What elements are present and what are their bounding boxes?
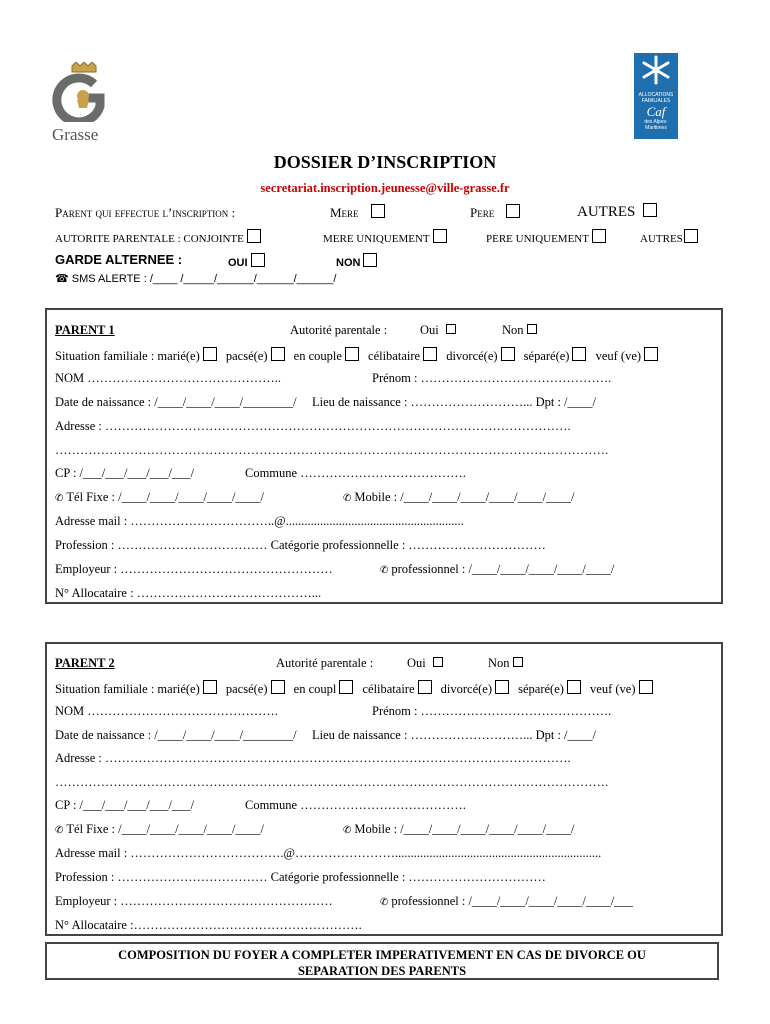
contact-email[interactable]: secretariat.inscription.jeunesse@ville-grasse.fr (260, 181, 510, 195)
parent1-non-option[interactable] (502, 323, 537, 338)
parent1-veuf-checkbox[interactable] (644, 347, 658, 361)
composition-line-2: SEPARATION DES PARENTS (297, 964, 467, 978)
parent1-separe-checkbox[interactable] (572, 347, 586, 361)
parent2-autorite (276, 656, 373, 671)
parent1-mobile-field[interactable] (343, 490, 575, 505)
parent2-separe-checkbox[interactable] (567, 680, 581, 694)
parent1-situation-veuf: veuf (ve) (595, 349, 642, 363)
phone-icon: ✆ (380, 565, 389, 576)
phone-icon: ✆ (55, 493, 64, 504)
parent2-situation-label: Situation familiale : (55, 682, 155, 696)
garde-row (55, 252, 182, 267)
parent2-situation-divorce: divorcé(e) (440, 682, 492, 696)
parent2-adresse2-field[interactable]: ……………………………………………………………………………………………………………………. (55, 775, 609, 789)
pere-option[interactable] (470, 204, 520, 221)
parent1-naissance-field[interactable]: Date de naissance : /____/____/____/________/ (55, 395, 297, 409)
parent2-situation-separe: séparé(e) (518, 682, 564, 696)
phone-icon: ☎ (55, 273, 69, 285)
parent2-employeur-field[interactable]: Employeur : …………………………………………… (55, 894, 333, 908)
garde-oui-option[interactable] (228, 253, 265, 269)
parent2-situation-pacse: pacsé(e) (225, 682, 268, 696)
parent1-allocataire-field[interactable]: N° Allocataire : ……………………………………... (55, 586, 322, 600)
mobile-icon: ✆ (343, 493, 352, 504)
phone-icon: ✆ (380, 897, 389, 908)
parent1-tel-fixe-field[interactable] (55, 490, 264, 505)
mobile-icon: ✆ (343, 825, 352, 836)
parent1-situation-separe: séparé(e) (523, 349, 570, 363)
garde-non-label: NON (336, 257, 361, 269)
parent1-tel-fixe-label: Tél Fixe : /____/____/____/____/____/ (66, 490, 264, 504)
grasse-crest-icon (50, 62, 122, 122)
parent2-allocataire-field[interactable]: N° Allocataire :………………………………………………. (55, 918, 362, 932)
parent2-pro-tel-field[interactable] (380, 894, 633, 909)
parent2-profession-field[interactable]: Profession : ……………………………… Catégorie professionnelle : …………………………… (55, 870, 546, 884)
mere-checkbox[interactable] (371, 204, 385, 218)
garde-non-checkbox[interactable] (363, 253, 377, 267)
caf-sub-1: des Alpes- (644, 119, 668, 125)
pere-uniquement-checkbox[interactable] (592, 229, 606, 243)
sms-row[interactable] (55, 272, 336, 285)
autres-checkbox[interactable] (643, 203, 657, 217)
parent1-adresse2-field[interactable]: ……………………………………………………………………………………………………………………. (55, 443, 609, 457)
parent2-pacse-checkbox[interactable] (271, 680, 285, 694)
composition-banner (45, 942, 719, 980)
intro-parent-row (55, 205, 235, 221)
garde-label: GARDE ALTERNEE : (55, 252, 183, 267)
caf-brand: Caf (646, 104, 666, 119)
garde-oui-label: OUI (228, 257, 248, 269)
parent1-situation-pacse: pacsé(e) (225, 349, 268, 363)
caf-line-1: ALLOCATIONS (638, 92, 674, 98)
parent1-situation-label: Situation familiale : (55, 349, 155, 363)
parent1-profession-field[interactable]: Profession : ……………………………… Catégorie professionnelle : …………………………… (55, 538, 546, 552)
parent2-couple-checkbox[interactable] (339, 680, 353, 694)
parent2-adresse-field[interactable]: Adresse : …………………………………………………………………………………………………. (55, 751, 571, 765)
page-title: DOSSIER D’INSCRIPTION (273, 152, 497, 172)
parent1-pro-tel-label: professionnel : /____/____/____/____/____/ (391, 562, 615, 576)
parent2-situation-couple: en coupl (293, 682, 337, 696)
sms-label: SMS ALERTE : /____ /_____/______/______/______/ (71, 273, 337, 285)
mere-uniquement-label: MERE UNIQUEMENT (323, 233, 430, 245)
composition-line-1: COMPOSITION DU FOYER A COMPLETER IMPERATIVEMENT EN CAS DE DIVORCE OU (118, 948, 646, 962)
parent1-autorite (290, 323, 387, 338)
autres2-option[interactable] (640, 229, 698, 245)
mere-label: Mere (330, 205, 359, 220)
parent2-non-option[interactable] (488, 656, 523, 671)
parent2-celibataire-checkbox[interactable] (418, 680, 432, 694)
conjointe-checkbox[interactable] (247, 229, 261, 243)
parent1-mobile-label: Mobile : /____/____/____/____/____/____/ (354, 490, 575, 504)
parent1-employeur-field[interactable]: Employeur : …………………………………………… (55, 562, 333, 576)
parent2-lieu-field[interactable]: Lieu de naissance : ………………………... Dpt : /____/ (312, 728, 596, 742)
autres-label: AUTRES (577, 204, 636, 220)
caf-logo (634, 53, 678, 139)
caf-line-2: FAMILIALES (641, 98, 671, 104)
parent2-oui-label: Oui (407, 656, 426, 670)
parent1-commune-field[interactable]: Commune …………………………………. (245, 466, 466, 480)
parent1-situation-celibataire: célibataire (368, 349, 421, 363)
autorite-label: AUTORITE PARENTALE : CONJOINTE (55, 233, 244, 245)
parent1-situation-row (55, 347, 658, 364)
parent2-cp-field[interactable]: CP : /___/___/___/___/___/ (55, 798, 195, 812)
mere-uniquement-checkbox[interactable] (433, 229, 447, 243)
parent2-prenom-field[interactable]: Prénom : ………………………………………. (372, 704, 612, 718)
parent1-cp-field[interactable]: CP : /___/___/___/___/___/ (55, 466, 195, 480)
parent1-divorce-checkbox[interactable] (501, 347, 515, 361)
pere-label: Pere (470, 205, 495, 220)
garde-oui-checkbox[interactable] (251, 253, 265, 267)
parent1-non-label: Non (502, 323, 524, 337)
parent2-nom-field[interactable]: NOM ………………………………………. (55, 704, 278, 718)
parent1-lieu-field[interactable]: Lieu de naissance : ………………………... Dpt : /____/ (312, 395, 596, 409)
parent2-autorite-label: Autorité parentale : (276, 656, 374, 670)
parent1-oui-option[interactable] (420, 323, 456, 338)
parent2-marie-checkbox[interactable] (203, 680, 217, 694)
parent2-oui-option[interactable] (407, 656, 443, 671)
grasse-logo (50, 62, 122, 142)
parent1-non-checkbox[interactable] (527, 324, 537, 334)
phone-icon: ✆ (55, 825, 64, 836)
parent2-mobile-field[interactable] (343, 822, 575, 837)
caf-sub-2: Maritimes (645, 125, 667, 131)
autres-option[interactable] (577, 203, 657, 221)
parent1-title: PARENT 1 (55, 323, 115, 337)
parent1-situation-marie: marié(e) (157, 349, 200, 363)
parent1-oui-label: Oui (420, 323, 439, 337)
parent2-tel-fixe-field[interactable] (55, 822, 264, 837)
autorite-row (55, 229, 261, 245)
parent1-oui-checkbox[interactable] (446, 324, 456, 334)
parent1-prenom-field[interactable]: Prénom : ………………………………………. (372, 371, 612, 385)
parent2-situation-row (55, 680, 653, 697)
garde-non-option[interactable] (336, 253, 377, 269)
autres2-label: AUTRES (640, 233, 683, 245)
parent2-situation-marie: marié(e) (157, 682, 200, 696)
parent2-veuf-checkbox[interactable] (639, 680, 653, 694)
parent2-situation-veuf: veuf (ve) (590, 682, 636, 696)
pere-uniquement-option[interactable] (486, 229, 606, 245)
parent1-mail-field[interactable]: Adresse mail : ……………………………..@......................................................... (55, 514, 464, 528)
parent2-mobile-label: Mobile : /____/____/____/____/____/____/ (354, 822, 575, 836)
parent1-pro-tel-field[interactable] (380, 562, 614, 577)
parent2-situation-celibataire: célibataire (362, 682, 415, 696)
parent2-tel-fixe-label: Tél Fixe : /____/____/____/____/____/ (66, 822, 264, 836)
parent2-divorce-checkbox[interactable] (495, 680, 509, 694)
parent2-non-label: Non (488, 656, 510, 670)
parent2-non-checkbox[interactable] (513, 657, 523, 667)
parent2-oui-checkbox[interactable] (433, 657, 443, 667)
parent1-marie-checkbox[interactable] (203, 347, 217, 361)
autres2-checkbox[interactable] (684, 229, 698, 243)
parent1-situation-divorce: divorcé(e) (446, 349, 498, 363)
parent-label: Parent qui effectue l’inscription : (55, 205, 236, 220)
parent1-nom-field[interactable]: NOM ……………………………………….. (55, 371, 282, 385)
town-name: Grasse (52, 125, 99, 144)
parent2-pro-tel-label: professionnel : /____/____/____/____/____/___ (391, 894, 634, 908)
parent2-mail-field[interactable]: Adresse mail : ……………………………….@…………………….................................................................. (55, 846, 602, 860)
mere-option[interactable] (330, 204, 385, 221)
pere-checkbox[interactable] (506, 204, 520, 218)
pere-uniquement-label: PERE UNIQUEMENT (486, 233, 589, 245)
parent2-naissance-field[interactable]: Date de naissance : /____/____/____/________/ (55, 728, 297, 742)
parent1-autorite-label: Autorité parentale : (290, 323, 388, 337)
snowflake-icon (634, 53, 678, 87)
parent2-commune-field[interactable]: Commune …………………………………. (245, 798, 466, 812)
parent2-title: PARENT 2 (55, 656, 115, 670)
mere-uniquement-option[interactable] (323, 229, 447, 245)
parent1-celibataire-checkbox[interactable] (423, 347, 437, 361)
parent1-couple-checkbox[interactable] (345, 347, 359, 361)
parent1-situation-couple: en couple (293, 349, 342, 363)
parent1-adresse-field[interactable]: Adresse : …………………………………………………………………………………………………. (55, 419, 571, 433)
parent1-pacse-checkbox[interactable] (271, 347, 285, 361)
